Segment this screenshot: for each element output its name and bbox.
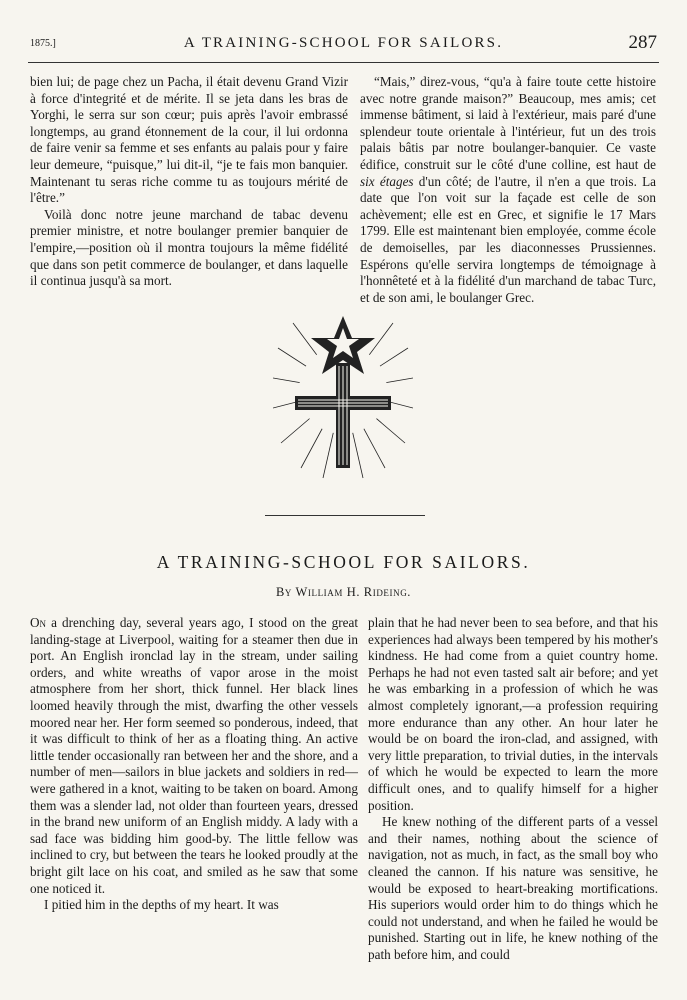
paragraph: He knew nothing of the different parts of a vessel and their names, nothing about the science of navigation, not as much, in fact, as the small boy who cleaned the cannon. If his nature was sensitive, he would be exposed to heart-breaking mortifications. His superiors would order him to do things which he could not understand, and when he failed he would be punished. Starting out in life, he knew nothing of the path before him, and could [368, 814, 658, 962]
text-run: d'un côté; de l'autre, il n'en a que trois. La date que l'on voit sur la façade est celle de son achèvement; elle est en Grec, et signifie le 17 Mars 1799. Elle est maintenant bien employée, comme école de demoiselles, par les diaconnesses Prussiennes. Espérons qu'elle servira longtemps de témoignage à l'honnêteté et à la fidélité d'un marchand de tabac Turc, et de son ami, le boulanger Grec. [360, 173, 656, 305]
paragraph [30, 615, 358, 897]
paragraph: Voilà donc notre jeune marchand de tabac devenu premier ministre, et notre boulanger premier banquier de l'empire,—position où il montra toujours la même fidélité que dans son petit commerce de boulanger, et dans laquelle il continua jusqu'à sa mort. [30, 206, 348, 289]
paragraph: plain that he had never been to sea before, and that his experiences had always been tempered by his mother's kindness. He had come from a quiet country home. Perhaps he had not even tasted salt air before; and yet he was embarking in a profession of which he was almost completely ignorant,—a profession requiring more endurance than any other. An hour later he would be on board the iron-clad, and assigned, with very little preparation, to trivial duties, in the intervals of which he would be expected to learn the more difficult ones, and to qualify himself for a higher position. [368, 615, 658, 813]
page-number: 287 [628, 32, 657, 53]
section-divider [265, 515, 425, 516]
text-run: a drenching day, several years ago, I stood on the great landing-stage at Liverpool, waiting for a steamer then due in port. An English ironclad lay in the stream, under sailing orders, and white wreaths of vapor arose in the moist atmosphere from her short, thick funnel. Her black lines loomed heavily through the mist, dwarfing the other vessels moored near her. Her form seemed so ponderous, indeed, that it was difficult to think of her as a floating thing. An active little tender occasionally ran between her and the shore, and a number of men—sailors in blue jackets and soldiers in red—were gathered in a knot, waiting to be taken on board. Among them was a slender lad, not older than fourteen years, dressed in the brand new uniform of an English middy. A lady with a sad face was bidding him good-by. The little fellow was inclined to cry, but between the tears he looked proudly at the bright gilt lace on his coat, and smiled as he saw that some one noticed it. [30, 615, 358, 896]
paragraph [360, 74, 656, 306]
article-column-right [368, 615, 658, 963]
lead-word: On [30, 615, 47, 630]
article-title: A TRAINING-SCHOOL FOR SAILORS. [156, 552, 531, 572]
french-story-column-left [30, 74, 348, 290]
byline: By William H. Rideing. [275, 585, 412, 599]
french-story-column-right [360, 74, 656, 306]
paragraph: I pitied him in the depths of my heart. It was [44, 897, 279, 913]
star-crescent-cross-emblem-icon [273, 308, 413, 480]
header-rule [28, 62, 659, 63]
text-run: “Mais,” direz-vous, “qu'a à faire toute cette histoire avec notre grande maison?” Beaucoup, mes amis; cet immense bâtiment, si laid à l'extérieur, mais paré d'une splendeur toute orientale à l'intérieur, fut un des trois palais bâtis par notre boulanger-banquier. Ce vaste édifice, construit sur le côté d'une colline, est haut de [360, 74, 656, 172]
volume-year: 1875.] [30, 38, 56, 49]
italic-text: six étages [360, 173, 414, 189]
running-title: A TRAINING-SCHOOL FOR SAILORS. [183, 35, 504, 51]
article-column-left [30, 615, 358, 914]
paragraph: bien lui; de page chez un Pacha, il était devenu Grand Vizir à force d'integrité et de mérite. Il se jeta dans les bras de Yorghi, le serra sur son cœur; puis après l'avoir embrassé longtemps, au grand étonnement de la cour, il lui ordonna de faire venir sa femme et ses enfants au palais pour y faire leur demeure, “puisque,” lui dit-il, “je te fais mon banquier. Maintenant tu seras riche comme tu as toujours mérité de l'être.” [30, 74, 348, 206]
running-head [30, 34, 657, 56]
